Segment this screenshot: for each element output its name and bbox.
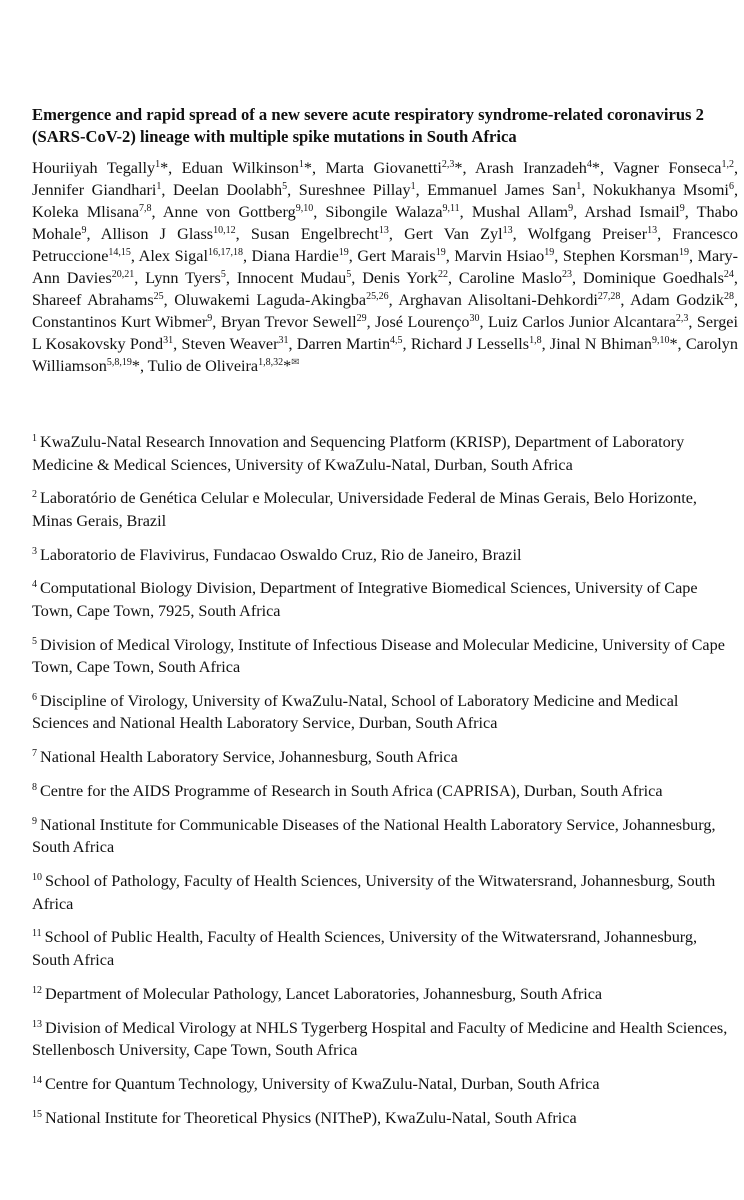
- author-affiliation-marker: 1,8,32: [258, 357, 284, 369]
- author-affiliation-marker: 1: [410, 181, 416, 193]
- author-name: Mushal Allam: [471, 203, 569, 222]
- affiliation-item: [32, 1107, 738, 1130]
- author-entry: [297, 335, 403, 353]
- author-name: Steven Weaver: [181, 335, 279, 354]
- author-name: Carolyn Williamson: [32, 335, 738, 376]
- affiliation-text: Discipline of Virology, University of KwaZulu-Natal, School of Laboratory Medicine and Medical Sciences and National Health Laboratory Service, Durban, South Africa: [32, 691, 679, 733]
- affiliation-number: 3: [32, 545, 37, 557]
- author-name: Marta Giovanetti: [325, 159, 442, 177]
- author-affiliation-marker: 19: [544, 247, 555, 259]
- envelope-icon[interactable]: ✉: [291, 357, 300, 369]
- author-name: Tulio de Oliveira: [147, 357, 259, 376]
- author-entry: [32, 291, 164, 309]
- author-affiliation-marker: 13: [378, 225, 389, 237]
- author-entry: [32, 159, 168, 177]
- author-affiliation-marker: 5: [220, 269, 226, 281]
- author-name: Dominique Goedhals: [583, 269, 724, 288]
- affiliation-item: [32, 690, 738, 735]
- affiliation-text: Laboratorio de Flavivirus, Fundacao Oswaldo Cruz, Rio de Janeiro, Brazil: [40, 545, 522, 564]
- author-list: Houriiyah Tegally$^1$*, Eduan Wilkinson$^1$*, Marta Giovanetti$^{2,3}$*, Arash Iranzadeh$^4$*, Vagner Fonseca$^{1,2}$, Jennifer Giandhari$^1$, Deelan Doolabh$^5$, Sureshnee Pillay$^1$, Emmanuel James San$^1$, Nokukhanya Msomi$^6$, Koleka Mlisana$^{7,8}$, Anne von Gottberg$^{9,10}$, Sibongile Walaza$^{9,11}$, Mushal Allam$^9$, Arshad Ismail$^9$, Thabo Mohale$^9$, Allison J Glass$^{10,12}$, Susan Engelbrecht$^{13}$, Gert Van Zyl$^{13}$, Wolfgang Preiser$^{13}$, Francesco Petruccione$^{14,15}$, Alex Sigal$^{16,17,18}$, Diana Hardie$^{19}$, Gert Marais$^{19}$, Marvin Hsiao$^{19}$, Stephen Korsman$^{19}$, Mary-Ann Davies$^{20,21}$, Lynn Tyers$^5$, Innocent Mudau$^5$, Denis York$^{22}$, Caroline Maslo$^{23}$, Dominique Goedhals$^{24}$, Shareef Abrahams$^{25}$, Oluwakemi Laguda-Akingba$^{25,26}$, Arghavan Alisoltani-Dehkordi$^{27,28}$, Adam Godzik$^{28}$, Constantinos Kurt Wibmer$^9$, Bryan Trevor Sewell$^{29}$, José Lourenço$^{30}$, Luiz Carlos Junior Alcantara$^{2,3}$, Sergei L Kosakovsky Pond$^{31}$, Steven Weaver$^{31}$, Darren Martin$^{4,5}$, Richard J Lessells$^{1,8}$, Jinal N Bhiman$^{9,10}$*, Carolyn Williamson$^{5,8,19}$*, Tulio de Oliveira$^{1,8,32}$*✉: [32, 159, 739, 376]
- author-affiliation-marker: 24: [723, 269, 734, 281]
- affiliation-number: 8: [32, 782, 37, 794]
- affiliation-item: [32, 431, 738, 476]
- affiliation-number: 5: [32, 635, 37, 647]
- author-entry: [181, 335, 288, 353]
- affiliation-item: [32, 544, 738, 567]
- author-affiliation-marker: 1: [576, 181, 582, 193]
- affiliation-number: 15: [32, 1108, 42, 1120]
- affiliation-text: National Health Laboratory Service, Johannesburg, South Africa: [40, 748, 458, 767]
- author-name: Susan Engelbrecht: [250, 225, 379, 244]
- author-name: Sureshnee Pillay: [298, 181, 411, 200]
- affiliation-item: [32, 634, 738, 679]
- author-affiliation-marker: 20,21: [111, 269, 135, 281]
- affiliation-text: School of Pathology, Faculty of Health Sciences, University of the Witwatersrand, Johannesburg, South Africa: [32, 872, 716, 913]
- author-name: Anne von Gottberg: [162, 203, 296, 222]
- author-name: Sibongile Walaza: [325, 203, 443, 222]
- author-entry: [357, 247, 445, 265]
- author-entry: [32, 203, 152, 221]
- affiliation-item: [32, 746, 738, 769]
- author-affiliation-marker: 10,12: [213, 225, 236, 237]
- author-name: Eduan Wilkinson: [181, 159, 299, 177]
- author-entry: [475, 159, 600, 177]
- author-name: Darren Martin: [296, 335, 391, 354]
- author-affiliation-marker: 22: [437, 269, 448, 281]
- affiliation-item: [32, 577, 738, 622]
- author-entry: [375, 313, 479, 331]
- affiliation-text: Laboratório de Genética Celular e Molecular, Universidade Federal de Minas Gerais, Belo Horizonte, Minas Gerais, Brazil: [32, 489, 697, 530]
- author-name: Nokukhanya Msomi: [592, 181, 729, 200]
- affiliation-number: 6: [32, 691, 37, 703]
- author-name: Diana Hardie: [251, 247, 339, 266]
- author-affiliation-marker: 23: [562, 269, 573, 281]
- affiliation-item: [32, 926, 738, 971]
- author-entry: [101, 225, 236, 243]
- affiliation-number: 12: [32, 984, 42, 996]
- author-name: Mary-Ann Davies: [32, 247, 739, 288]
- author-entry: [325, 159, 462, 177]
- author-name: Lynn Tyers: [145, 269, 221, 288]
- author-entry: [221, 313, 367, 331]
- author-entry: [299, 181, 416, 199]
- author-name: Stephen Korsman: [562, 247, 679, 266]
- author-entry: [32, 181, 161, 199]
- equal-contribution-marker: *: [454, 159, 463, 177]
- equal-contribution-marker: *: [669, 335, 678, 354]
- author-affiliation-marker: 1,2: [721, 159, 734, 170]
- author-entry: [362, 269, 448, 287]
- affiliation-number: 13: [32, 1018, 42, 1030]
- author-affiliation-marker: 13: [647, 225, 658, 237]
- author-affiliation-marker: 29: [356, 313, 367, 325]
- affiliation-number: 7: [32, 748, 37, 760]
- author-entry: [550, 335, 678, 353]
- author-name: Bryan Trevor Sewell: [220, 313, 357, 332]
- author-affiliation-marker: 5: [346, 269, 352, 281]
- affiliation-number: 2: [32, 489, 37, 501]
- affiliation-number: 11: [32, 928, 42, 940]
- author-affiliation-marker: 2,3: [441, 159, 455, 170]
- author-entry: [174, 291, 388, 309]
- affiliation-item: [32, 1073, 738, 1096]
- author-name: Alex Sigal: [138, 247, 208, 266]
- author-name: Thabo Mohale: [32, 203, 739, 244]
- affiliation-text: Centre for Quantum Technology, University of KwaZulu-Natal, Durban, South Africa: [45, 1074, 600, 1093]
- author-name: José Lourenço: [375, 313, 470, 332]
- author-name: Vagner Fonseca: [613, 159, 722, 177]
- affiliation-item: [32, 780, 738, 803]
- equal-contribution-marker: *: [591, 159, 600, 177]
- affiliation-number: 14: [32, 1074, 42, 1086]
- affiliation-number: 4: [32, 579, 37, 591]
- author-affiliation-marker: 9: [679, 203, 685, 215]
- affiliation-item: [32, 870, 738, 915]
- affiliation-text: National Institute for Communicable Diseases of the National Health Laboratory Service, Johannesburg, South Africa: [32, 815, 716, 857]
- author-affiliation-marker: 19: [678, 247, 689, 259]
- affiliation-text: Division of Medical Virology, Institute of Infectious Disease and Molecular Medicine, University of Cape Town, Cape Town, South Africa: [32, 635, 725, 677]
- author-entry: [411, 335, 542, 353]
- author-affiliation-marker: 9: [207, 313, 213, 325]
- author-name: Richard J Lessells: [410, 335, 530, 354]
- author-affiliation-marker: 6: [728, 181, 734, 193]
- author-name: Adam Godzik: [630, 291, 724, 310]
- author-affiliation-marker: 1: [156, 181, 162, 193]
- author-name: Caroline Maslo: [458, 269, 563, 288]
- affiliation-item: [32, 983, 738, 1006]
- affiliation-number: 10: [32, 872, 42, 884]
- author-name: Denis York: [362, 269, 438, 288]
- author-entry: [325, 203, 459, 221]
- author-entry: [32, 313, 212, 331]
- author-entry: [148, 357, 300, 375]
- author-affiliation-marker: 4: [586, 159, 592, 170]
- author-affiliation-marker: 13: [502, 225, 513, 237]
- author-affiliation-marker: 2,3: [675, 313, 689, 325]
- author-affiliation-marker: 16,17,18: [207, 247, 243, 259]
- author-affiliation-marker: 1: [155, 159, 161, 170]
- affiliation-number: 1: [32, 433, 37, 444]
- author-entry: [630, 291, 734, 309]
- author-entry: [173, 181, 287, 199]
- author-entry: [593, 181, 734, 199]
- author-entry: [427, 181, 581, 199]
- author-affiliation-marker: 19: [338, 247, 349, 259]
- author-entry: [583, 269, 734, 287]
- author-affiliation-marker: 27,28: [597, 291, 621, 303]
- author-name: Constantinos Kurt Wibmer: [32, 313, 208, 332]
- author-name: Sergei L Kosakovsky Pond: [32, 313, 738, 354]
- author-name: Shareef Abrahams: [32, 291, 154, 310]
- author-name: Emmanuel James San: [427, 181, 577, 200]
- author-name: Oluwakemi Laguda-Akingba: [174, 291, 367, 310]
- author-name: Francesco Petruccione: [32, 225, 738, 266]
- author-name: Deelan Doolabh: [173, 181, 283, 200]
- author-name: Jinal N Bhiman: [549, 335, 652, 354]
- author-affiliation-marker: 4,5: [390, 335, 403, 347]
- paper-title: Emergence and rapid spread of a new severe acute respiratory syndrome-related coronavirus 2 (SARS-CoV-2) lineage with multiple spike mutations in South Africa: [32, 105, 704, 146]
- author-entry: [563, 247, 689, 265]
- author-affiliation-marker: 9: [568, 203, 574, 215]
- author-affiliation-marker: 25: [153, 291, 164, 303]
- affiliation-item: [32, 1017, 738, 1062]
- author-entry: [459, 269, 572, 287]
- author-entry: [454, 247, 554, 265]
- author-affiliation-marker: 5,8,19: [106, 357, 132, 369]
- author-entry: [613, 159, 734, 177]
- author-affiliation-marker: 30: [469, 313, 480, 325]
- author-affiliation-marker: 14,15: [108, 247, 131, 259]
- author-entry: [404, 225, 512, 243]
- author-name: Arash Iranzadeh: [475, 159, 587, 177]
- author-affiliation-marker: 9,10: [651, 335, 670, 347]
- affiliation-text: Computational Biology Division, Department of Integrative Biomedical Sciences, University of Cape Town, Cape Town, 7925, South Africa: [32, 579, 698, 620]
- author-affiliation-marker: 1: [298, 159, 304, 170]
- author-name: Gert Van Zyl: [404, 225, 503, 244]
- author-entry: [252, 247, 349, 265]
- affiliation-item: [32, 487, 738, 532]
- author-affiliation-marker: 7,8: [139, 203, 152, 215]
- author-entry: [488, 313, 688, 331]
- equal-contribution-marker: *: [160, 159, 169, 177]
- author-entry: [584, 203, 684, 221]
- author-entry: [139, 247, 243, 265]
- author-entry: [145, 269, 226, 287]
- author-entry: [163, 203, 313, 221]
- author-name: Koleka Mlisana: [32, 203, 140, 222]
- author-name: Gert Marais: [357, 247, 436, 266]
- author-name: Allison J Glass: [100, 225, 214, 244]
- author-name: Arghavan Alisoltani-Dehkordi: [398, 291, 598, 310]
- author-affiliation-marker: 9,10: [295, 203, 314, 215]
- author-affiliation-marker: 9: [81, 225, 87, 237]
- author-name: Arshad Ismail: [584, 203, 680, 222]
- affiliation-text: National Institute for Theoretical Physics (NITheP), KwaZulu-Natal, South Africa: [45, 1108, 577, 1127]
- author-name: Wolfgang Preiser: [527, 225, 648, 244]
- affiliation-number: 9: [32, 815, 37, 827]
- affiliation-text: KwaZulu-Natal Research Innovation and Sequencing Platform (KRISP), Department of Laboratory Medicine & Medical Sciences, University of KwaZulu-Natal, Durban, South Africa: [32, 433, 685, 474]
- author-affiliation-marker: 19: [435, 247, 446, 259]
- author-affiliation-marker: 9,11: [442, 203, 460, 215]
- author-entry: [237, 269, 351, 287]
- author-entry: [472, 203, 573, 221]
- author-name: Luiz Carlos Junior Alcantara: [488, 313, 676, 332]
- affiliation-text: School of Public Health, Faculty of Health Sciences, University of the Witwatersrand, Johannesburg, South Africa: [32, 928, 698, 969]
- equal-contribution-marker: *: [303, 159, 312, 177]
- author-affiliation-marker: 31: [163, 335, 174, 347]
- author-affiliation-marker: 1,8: [529, 335, 542, 347]
- author-entry: [398, 291, 620, 309]
- equal-contribution-marker: *: [131, 357, 140, 376]
- author-affiliation-marker: 25,26: [366, 291, 389, 303]
- equal-contribution-marker: *: [283, 357, 292, 376]
- author-name: Innocent Mudau: [236, 269, 347, 288]
- author-affiliation-marker: 28: [723, 291, 734, 303]
- affiliation-text: Centre for the AIDS Programme of Research in South Africa (CAPRISA), Durban, South Africa: [40, 782, 663, 801]
- author-entry: [182, 159, 312, 177]
- affiliation-text: Department of Molecular Pathology, Lancet Laboratories, Johannesburg, South Africa: [45, 984, 603, 1003]
- affiliation-list: [32, 431, 738, 1140]
- author-name: Jennifer Giandhari: [32, 181, 157, 200]
- author-entry: [251, 225, 389, 243]
- author-name: Marvin Hsiao: [454, 247, 545, 266]
- author-entry: [528, 225, 658, 243]
- affiliation-text: Division of Medical Virology at NHLS Tygerberg Hospital and Faculty of Medicine and Health Sciences, Stellenbosch University, Cape Town, South Africa: [32, 1018, 728, 1060]
- author-affiliation-marker: 31: [278, 335, 289, 347]
- affiliation-item: [32, 814, 738, 859]
- author-name: Houriiyah Tegally: [32, 159, 156, 177]
- author-affiliation-marker: 5: [282, 181, 288, 193]
